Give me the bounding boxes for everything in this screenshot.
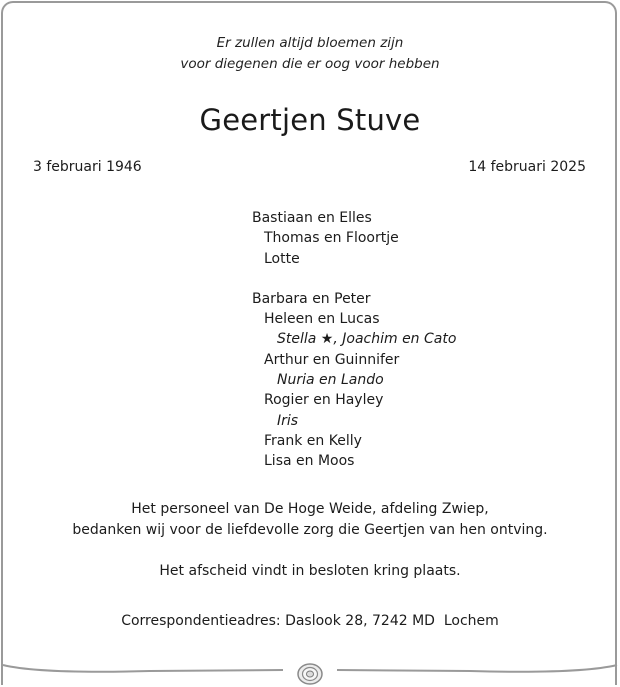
family-grandchild: Heleen en Lucas [264, 311, 380, 328]
correspondence-address: Correspondentieadres: Daslook 28, 7242 MD Lochem [121, 613, 499, 629]
thanks-line-1: Het personeel van De Hoge Weide, afdeling Zwiep, [131, 501, 489, 517]
family-child: Barbara en Peter [252, 290, 371, 307]
birth-date: 3 februari 1946 [33, 159, 142, 175]
deceased-name: Geertjen Stuve [199, 103, 421, 137]
family-great-grandchild: Iris [277, 412, 299, 429]
right-swoosh [337, 665, 617, 672]
family-child: Bastiaan en Elles [252, 210, 372, 226]
family-grandchild: Rogier en Hayley [264, 392, 384, 409]
family-great-grandchild: Nuria en Lando [277, 372, 384, 389]
family-spacer [252, 269, 456, 289]
verse-line-2: voor diegenen die er oog voor hebben [180, 56, 440, 72]
farewell-text: Het afscheid vindt in besloten kring plaats. [159, 563, 461, 579]
family-grandchild: Arthur en Guinnifer [264, 351, 400, 368]
family-grandchild: Thomas en Floortje [264, 230, 399, 247]
family-grandchild: Frank en Kelly [264, 432, 362, 449]
verse-line-1: Er zullen altijd bloemen zijn [216, 35, 404, 51]
family-great-grandchild: Stella ★, Joachim en Cato [277, 331, 457, 348]
rose-icon [298, 664, 322, 684]
family-grandchild: Lisa en Moos [264, 453, 355, 470]
thanks-line-2: bedanken wij voor de liefdevolle zorg die Geertjen van hen ontving. [72, 522, 548, 538]
death-date: 14 februari 2025 [468, 159, 586, 175]
family-list [252, 208, 456, 472]
left-swoosh [3, 665, 283, 672]
bottom-ornament [0, 652, 620, 687]
family-grandchild: Lotte [264, 250, 300, 267]
